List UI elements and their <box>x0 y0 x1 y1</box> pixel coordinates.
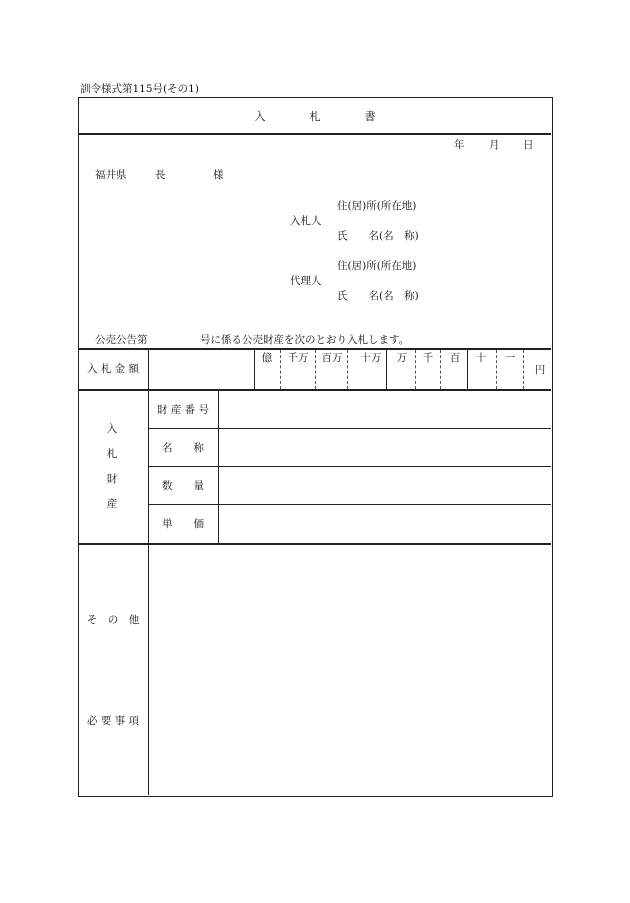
amount-unit: 円 <box>534 364 546 376</box>
amount-bottom-divider <box>79 389 551 391</box>
agent-address-label: 住(居)所(所在地) <box>337 260 417 272</box>
agent-label: 代理人 <box>290 275 322 287</box>
property-label-char-1: 入 <box>106 423 118 435</box>
notice-prefix: 公売公告第 <box>95 334 148 346</box>
other-label-top: そ の 他 <box>86 614 140 626</box>
digit-man: 万 <box>396 352 408 364</box>
digit-hyaku: 百 <box>449 352 461 364</box>
bidder-name-label: 氏 名(名 称) <box>337 230 419 242</box>
title-divider <box>79 133 551 135</box>
form-frame <box>78 97 553 797</box>
amount-label: 入 札 金 額 <box>86 363 140 375</box>
date-day-label: 日 <box>523 139 534 151</box>
form-title: 入 札 書 <box>254 110 376 123</box>
property-row-number: 財 産 番 号 <box>156 404 210 416</box>
bidder-label: 入札人 <box>290 215 322 227</box>
amount-digit-divider-start <box>254 350 255 389</box>
digit-ju: 十 <box>475 352 487 364</box>
other-label-bottom: 必 要 事 項 <box>86 715 140 727</box>
bidder-address-label: 住(居)所(所在地) <box>337 200 417 212</box>
notice-suffix: 号に係る公売財産を次のとおり入札します。 <box>200 334 410 346</box>
date-year-label: 年 <box>454 139 465 151</box>
property-row-quantity: 数 量 <box>162 480 204 492</box>
property-row-name: 名 称 <box>162 442 204 454</box>
property-bottom-divider <box>79 543 551 545</box>
property-label-char-2: 札 <box>106 448 118 460</box>
date-month-label: 月 <box>489 139 500 151</box>
other-divider <box>148 545 149 795</box>
digit-sen: 千 <box>422 352 434 364</box>
property-row-unit-price: 単 価 <box>162 518 204 530</box>
digit-juman: 十万 <box>360 352 382 364</box>
digit-senman: 千万 <box>287 352 309 364</box>
addressee-prefix: 福井県 <box>95 169 127 181</box>
digit-oku: 億 <box>261 352 273 364</box>
digit-ichi: 一 <box>504 352 516 364</box>
addressee-honorific: 様 <box>213 169 224 181</box>
property-outer-divider <box>148 390 149 544</box>
amount-label-divider <box>148 349 149 390</box>
property-label-char-3: 財 <box>106 473 118 485</box>
addressee-title: 長 <box>155 169 166 181</box>
digit-hyakuman: 百万 <box>321 352 343 364</box>
form-number: 訓令様式第115号(その1) <box>80 83 199 95</box>
property-inner-divider <box>218 390 219 544</box>
property-label-char-4: 産 <box>106 498 118 510</box>
agent-name-label: 氏 名(名 称) <box>337 290 419 302</box>
